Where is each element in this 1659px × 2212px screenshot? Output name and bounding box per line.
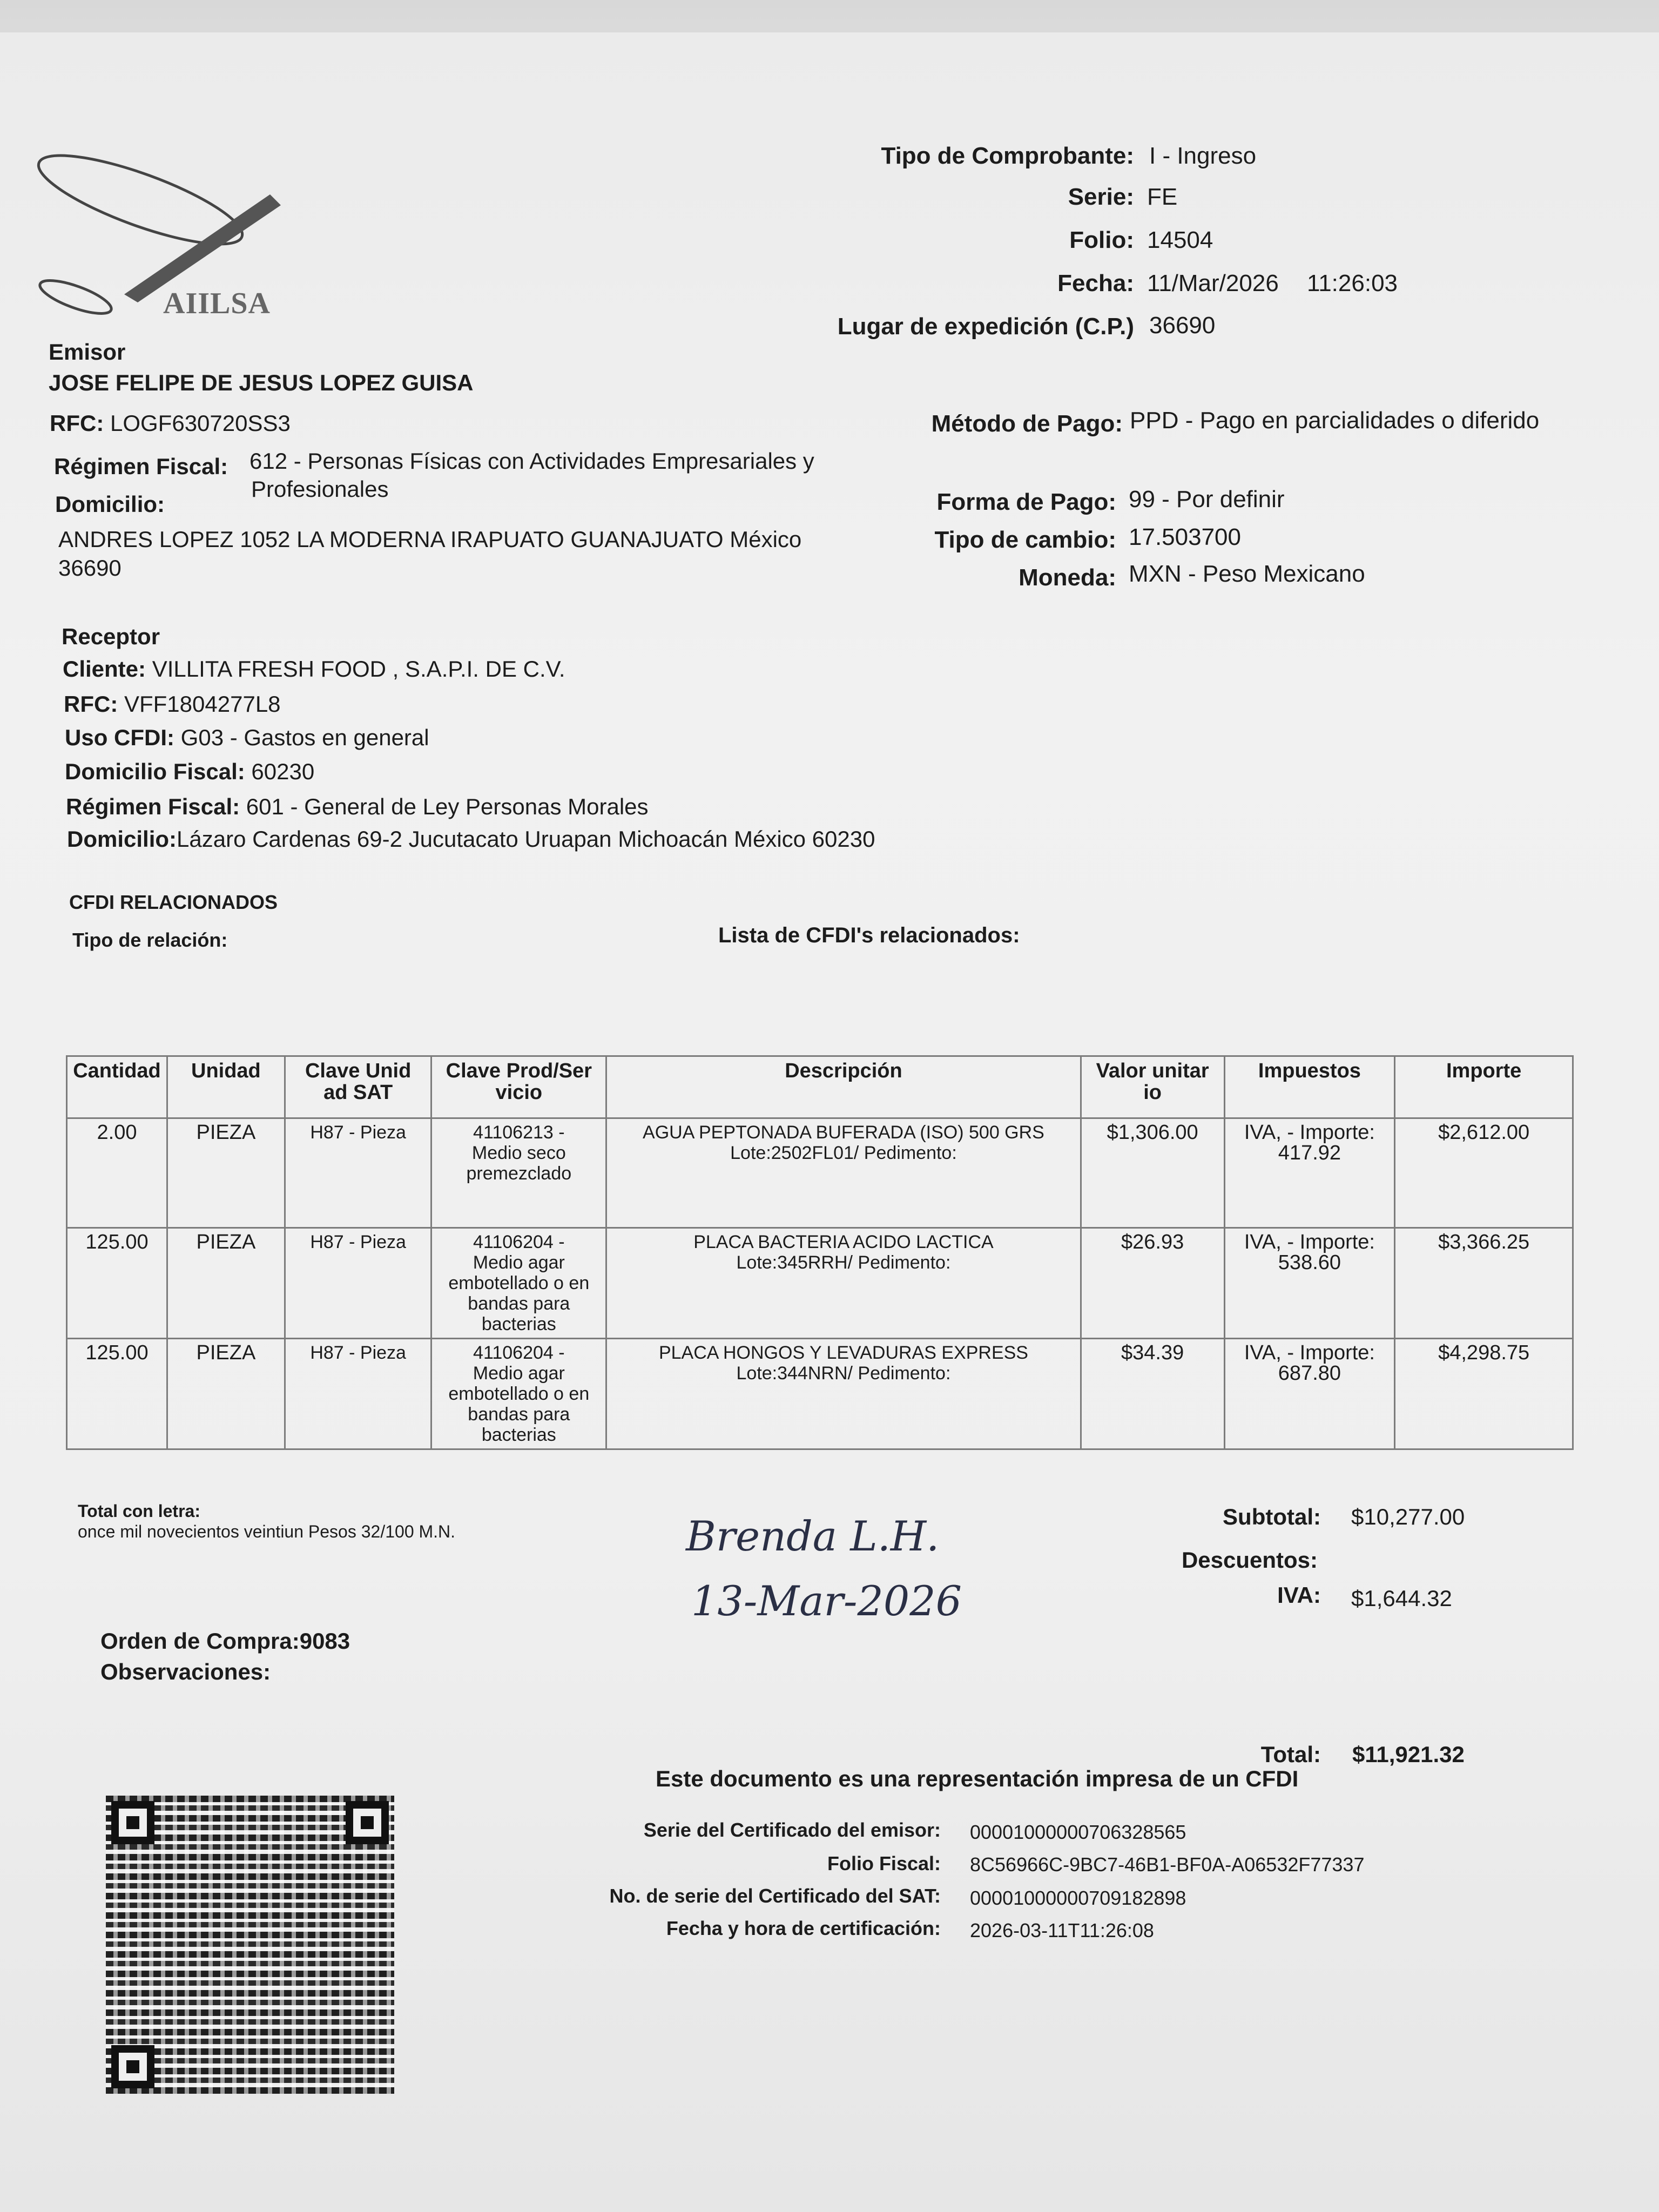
valor-unitario-cell: $1,306.00 bbox=[1081, 1118, 1224, 1228]
col-unidad-header: Unidad bbox=[167, 1056, 285, 1118]
receptor-rfc-label: RFC: bbox=[64, 691, 118, 717]
receptor-regimen-value: 601 - General de Ley Personas Morales bbox=[246, 794, 649, 819]
orden-compra-value: 9083 bbox=[299, 1628, 350, 1654]
total-value: $11,921.32 bbox=[1352, 1742, 1465, 1767]
total-letra-value: once mil novecientos veintiun Pesos 32/100 M.N. bbox=[78, 1522, 456, 1541]
impuestos-cell: IVA, - Importe: 417.92 bbox=[1224, 1118, 1395, 1228]
lista-cfdi-label: Lista de CFDI's relacionados: bbox=[718, 923, 1020, 947]
col-cantidad-header: Cantidad bbox=[67, 1056, 167, 1118]
col-clave-prod-header: Clave Prod/Ser vicio bbox=[431, 1056, 606, 1118]
moneda-label: Moneda: bbox=[1019, 564, 1116, 591]
cert-emisor-value: 00001000000706328565 bbox=[970, 1821, 1186, 1843]
folio-fiscal-value: 8C56966C-9BC7-46B1-BF0A-A06532F77337 bbox=[970, 1853, 1365, 1876]
hora-value: 11:26:03 bbox=[1307, 270, 1398, 296]
items-table bbox=[66, 1055, 1574, 1450]
cantidad-cell: 125.00 bbox=[67, 1228, 167, 1339]
cert-sat-label: No. de serie del Certificado del SAT: bbox=[609, 1885, 941, 1907]
folio-label: Folio: bbox=[1069, 227, 1134, 253]
impuestos-cell: IVA, - Importe: 687.80 bbox=[1224, 1339, 1395, 1449]
emisor-rfc-value: LOGF630720SS3 bbox=[110, 410, 291, 436]
unidad-cell: PIEZA bbox=[167, 1339, 285, 1449]
forma-pago-label: Forma de Pago: bbox=[936, 489, 1116, 515]
moneda-value: MXN - Peso Mexicano bbox=[1129, 561, 1365, 587]
clave-unidad-cell: H87 - Pieza bbox=[285, 1228, 431, 1339]
unidad-cell: PIEZA bbox=[167, 1228, 285, 1339]
importe-cell: $2,612.00 bbox=[1395, 1118, 1573, 1228]
qr-code bbox=[106, 1796, 394, 2094]
company-logo bbox=[16, 140, 297, 367]
uso-cfdi-value: G03 - Gastos en general bbox=[180, 725, 429, 750]
forma-pago-value: 99 - Por definir bbox=[1129, 486, 1285, 512]
receptor-heading: Receptor bbox=[62, 624, 160, 649]
emisor-domicilio-label: Domicilio: bbox=[55, 491, 165, 517]
fecha-certificacion-value: 2026-03-11T11:26:08 bbox=[970, 1919, 1154, 1941]
importe-cell: $3,366.25 bbox=[1395, 1228, 1573, 1339]
domicilio-fiscal-label: Domicilio Fiscal: bbox=[65, 759, 245, 784]
receptor-rfc-value: VFF1804277L8 bbox=[124, 691, 281, 717]
cantidad-cell: 2.00 bbox=[67, 1118, 167, 1228]
fecha-value: 11/Mar/2026 bbox=[1147, 270, 1279, 296]
clave-unidad-cell: H87 - Pieza bbox=[285, 1118, 431, 1228]
descuentos-label: Descuentos: bbox=[1181, 1547, 1318, 1573]
descripcion-cell: PLACA HONGOS Y LEVADURAS EXPRESS Lote:344NRN/ Pedimento: bbox=[606, 1339, 1081, 1449]
total-letra-label: Total con letra: bbox=[78, 1501, 200, 1521]
col-valor-unitario-header: Valor unitar io bbox=[1081, 1056, 1224, 1118]
tipo-comprobante-value: I - Ingreso bbox=[1149, 143, 1257, 169]
col-importe-header: Importe bbox=[1395, 1056, 1573, 1118]
importe-cell: $4,298.75 bbox=[1395, 1339, 1573, 1449]
cert-sat-value: 00001000000709182898 bbox=[970, 1887, 1186, 1909]
metodo-pago-label: Método de Pago: bbox=[931, 410, 1123, 437]
table-row bbox=[67, 1228, 1573, 1339]
handwritten-date: 13-Mar-2026 bbox=[691, 1577, 962, 1625]
serie-label: Serie: bbox=[1068, 184, 1134, 210]
clave-prod-cell: 41106204 - Medio agar embotellado o en bandas para bacterias bbox=[431, 1228, 606, 1339]
handwritten-signature-name: Brenda L.H. bbox=[686, 1512, 940, 1560]
fecha-certificacion-label: Fecha y hora de certificación: bbox=[666, 1917, 941, 1939]
emisor-domicilio-line1: ANDRES LOPEZ 1052 LA MODERNA IRAPUATO GUANAJUATO México bbox=[58, 527, 802, 552]
cliente-value: VILLITA FRESH FOOD , S.A.P.I. DE C.V. bbox=[152, 656, 565, 682]
tipo-cambio-value: 17.503700 bbox=[1129, 524, 1241, 550]
cfdi-representation-heading: Este documento es una representación impresa de un CFDI bbox=[656, 1766, 1299, 1791]
observaciones-label: Observaciones: bbox=[100, 1659, 271, 1684]
metodo-pago-value: PPD - Pago en parcialidades o diferido bbox=[1130, 407, 1540, 434]
col-descripcion-header: Descripción bbox=[606, 1056, 1081, 1118]
descripcion-cell: PLACA BACTERIA ACIDO LACTICA Lote:345RRH/ Pedimento: bbox=[606, 1228, 1081, 1339]
emisor-name: JOSE FELIPE DE JESUS LOPEZ GUISA bbox=[49, 370, 474, 395]
folio-fiscal-label: Folio Fiscal: bbox=[827, 1852, 941, 1874]
iva-label: IVA: bbox=[1277, 1582, 1321, 1608]
col-impuestos-header: Impuestos bbox=[1224, 1056, 1395, 1118]
emisor-heading: Emisor bbox=[49, 339, 126, 365]
lugar-expedicion-value: 36690 bbox=[1149, 312, 1216, 339]
lugar-expedicion-label: Lugar de expedición (C.P.) bbox=[837, 313, 1134, 340]
clave-prod-cell: 41106213 - Medio seco premezclado bbox=[431, 1118, 606, 1228]
clave-prod-cell: 41106204 - Medio agar embotellado o en bandas para bacterias bbox=[431, 1339, 606, 1449]
folio-value: 14504 bbox=[1147, 227, 1213, 253]
serie-value: FE bbox=[1147, 184, 1178, 210]
emisor-rfc-label: RFC: bbox=[50, 410, 104, 436]
emisor-domicilio-line2: 36690 bbox=[58, 555, 122, 581]
valor-unitario-cell: $34.39 bbox=[1081, 1339, 1224, 1449]
invoice-page bbox=[0, 32, 1659, 2212]
total-label: Total: bbox=[1260, 1742, 1321, 1767]
table-header-row bbox=[67, 1056, 1573, 1118]
domicilio-fiscal-value: 60230 bbox=[251, 759, 315, 784]
table-row bbox=[67, 1118, 1573, 1228]
receptor-domicilio-label: Domicilio: bbox=[67, 826, 177, 852]
logo-text: AIILSA bbox=[163, 287, 271, 320]
unidad-cell: PIEZA bbox=[167, 1118, 285, 1228]
valor-unitario-cell: $26.93 bbox=[1081, 1228, 1224, 1339]
cantidad-cell: 125.00 bbox=[67, 1339, 167, 1449]
descripcion-cell: AGUA PEPTONADA BUFERADA (ISO) 500 GRS Lote:2502FL01/ Pedimento: bbox=[606, 1118, 1081, 1228]
cliente-label: Cliente: bbox=[63, 656, 146, 682]
col-clave-unidad-header: Clave Unid ad SAT bbox=[285, 1056, 431, 1118]
table-row bbox=[67, 1339, 1573, 1449]
emisor-regimen-value: 612 - Personas Físicas con Actividades Empresariales y bbox=[249, 448, 814, 474]
receptor-domicilio-value: Lázaro Cardenas 69-2 Jucutacato Uruapan Michoacán México 60230 bbox=[177, 826, 875, 852]
subtotal-value: $10,277.00 bbox=[1351, 1504, 1465, 1529]
tipo-cambio-label: Tipo de cambio: bbox=[934, 527, 1116, 553]
iva-value: $1,644.32 bbox=[1351, 1586, 1452, 1611]
cfdi-relacionados-heading: CFDI RELACIONADOS bbox=[69, 891, 278, 913]
subtotal-label: Subtotal: bbox=[1223, 1504, 1321, 1529]
uso-cfdi-label: Uso CFDI: bbox=[65, 725, 174, 750]
emisor-regimen-label: Régimen Fiscal: bbox=[54, 454, 228, 479]
clave-unidad-cell: H87 - Pieza bbox=[285, 1339, 431, 1449]
fecha-label: Fecha: bbox=[1057, 270, 1134, 296]
impuestos-cell: IVA, - Importe: 538.60 bbox=[1224, 1228, 1395, 1339]
emisor-regimen-value-2: Profesionales bbox=[251, 476, 389, 502]
tipo-comprobante-label: Tipo de Comprobante: bbox=[881, 143, 1134, 169]
receptor-regimen-label: Régimen Fiscal: bbox=[66, 794, 240, 819]
orden-compra-label: Orden de Compra: bbox=[100, 1628, 300, 1654]
tipo-relacion-label: Tipo de relación: bbox=[72, 929, 228, 951]
cert-emisor-label: Serie del Certificado del emisor: bbox=[643, 1819, 941, 1841]
